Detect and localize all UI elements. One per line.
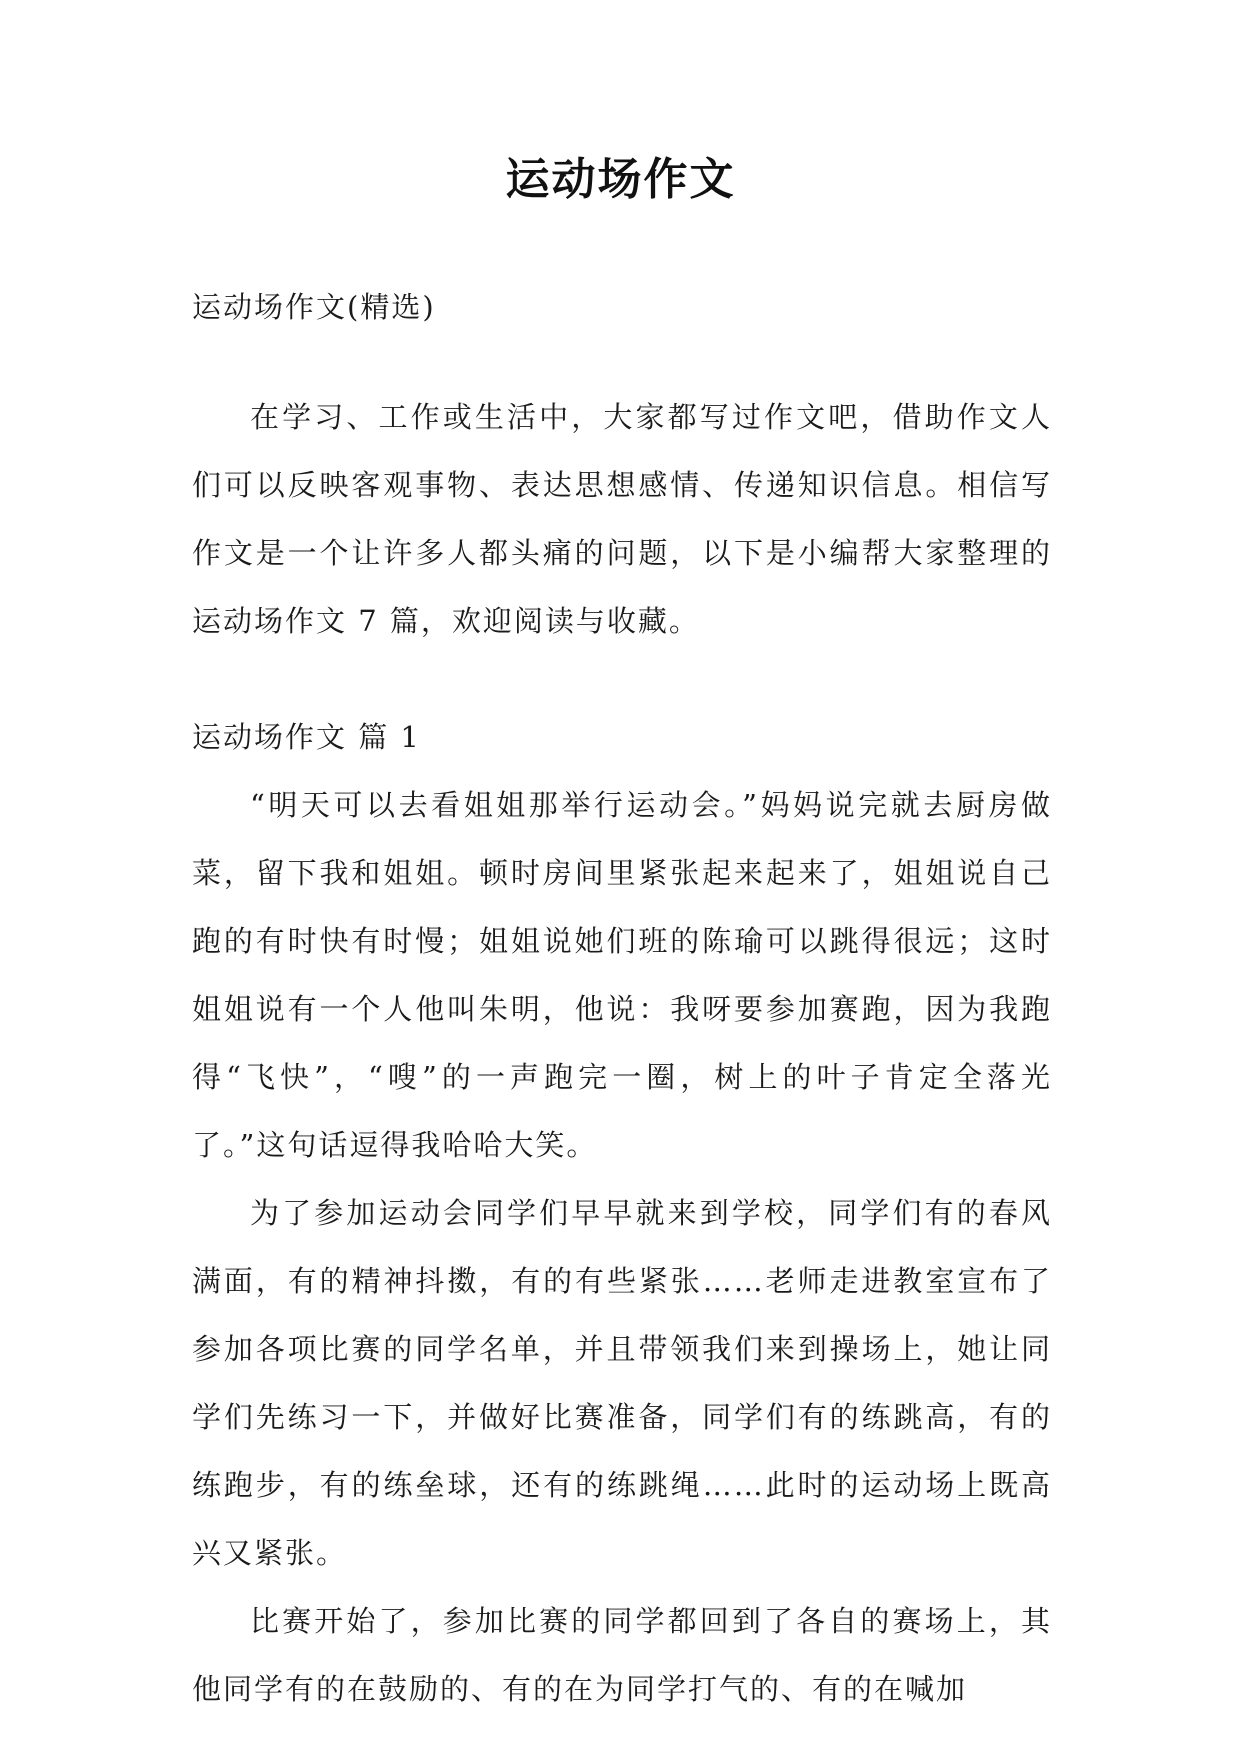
document-body (192, 288, 1052, 1723)
body-paragraph: 为了参加运动会同学们早早就来到学校，同学们有的春风满面，有的精神抖擞，有的有些紧张……老师走进教室宣布了参加各项比赛的同学名单，并且带领我们来到操场上，她让同学们先练习一下，并做好比赛准备，同学们有的练跳高，有的练跑步，有的练垒球，还有的练跳绳……此时的运动场上既高兴又紧张。 (192, 1196, 1052, 1570)
section-heading: 运动场作文 篇 1 (192, 720, 421, 754)
document-title: 运动场作文 (505, 154, 736, 205)
body-paragraph: 比赛开始了，参加比赛的同学都回到了各自的赛场上，其他同学有的在鼓励的、有的在为同学打气的、有的在喊加 (192, 1604, 1052, 1706)
document-subtitle: 运动场作文(精选) (192, 290, 436, 324)
body-paragraph: “明天可以去看姐姐那举行运动会。”妈妈说完就去厨房做菜，留下我和姐姐。顿时房间里紧张起来起来了，姐姐说自己跑的有时快有时慢；姐姐说她们班的陈瑜可以跳得很远；这时姐姐说有一个人他叫朱明，他说：我呀要参加赛跑，因为我跑得“飞快”，“嗖”的一声跑完一圈，树上的叶子肯定全落光了。”这句话逗得我哈哈大笑。 (192, 788, 1052, 1162)
intro-paragraph: 在学习、工作或生活中，大家都写过作文吧，借助作文人们可以反映客观事物、表达思想感情、传递知识信息。相信写作文是一个让许多人都头痛的问题，以下是小编帮大家整理的运动场作文 7 篇，欢迎阅读与收藏。 (192, 400, 1052, 638)
